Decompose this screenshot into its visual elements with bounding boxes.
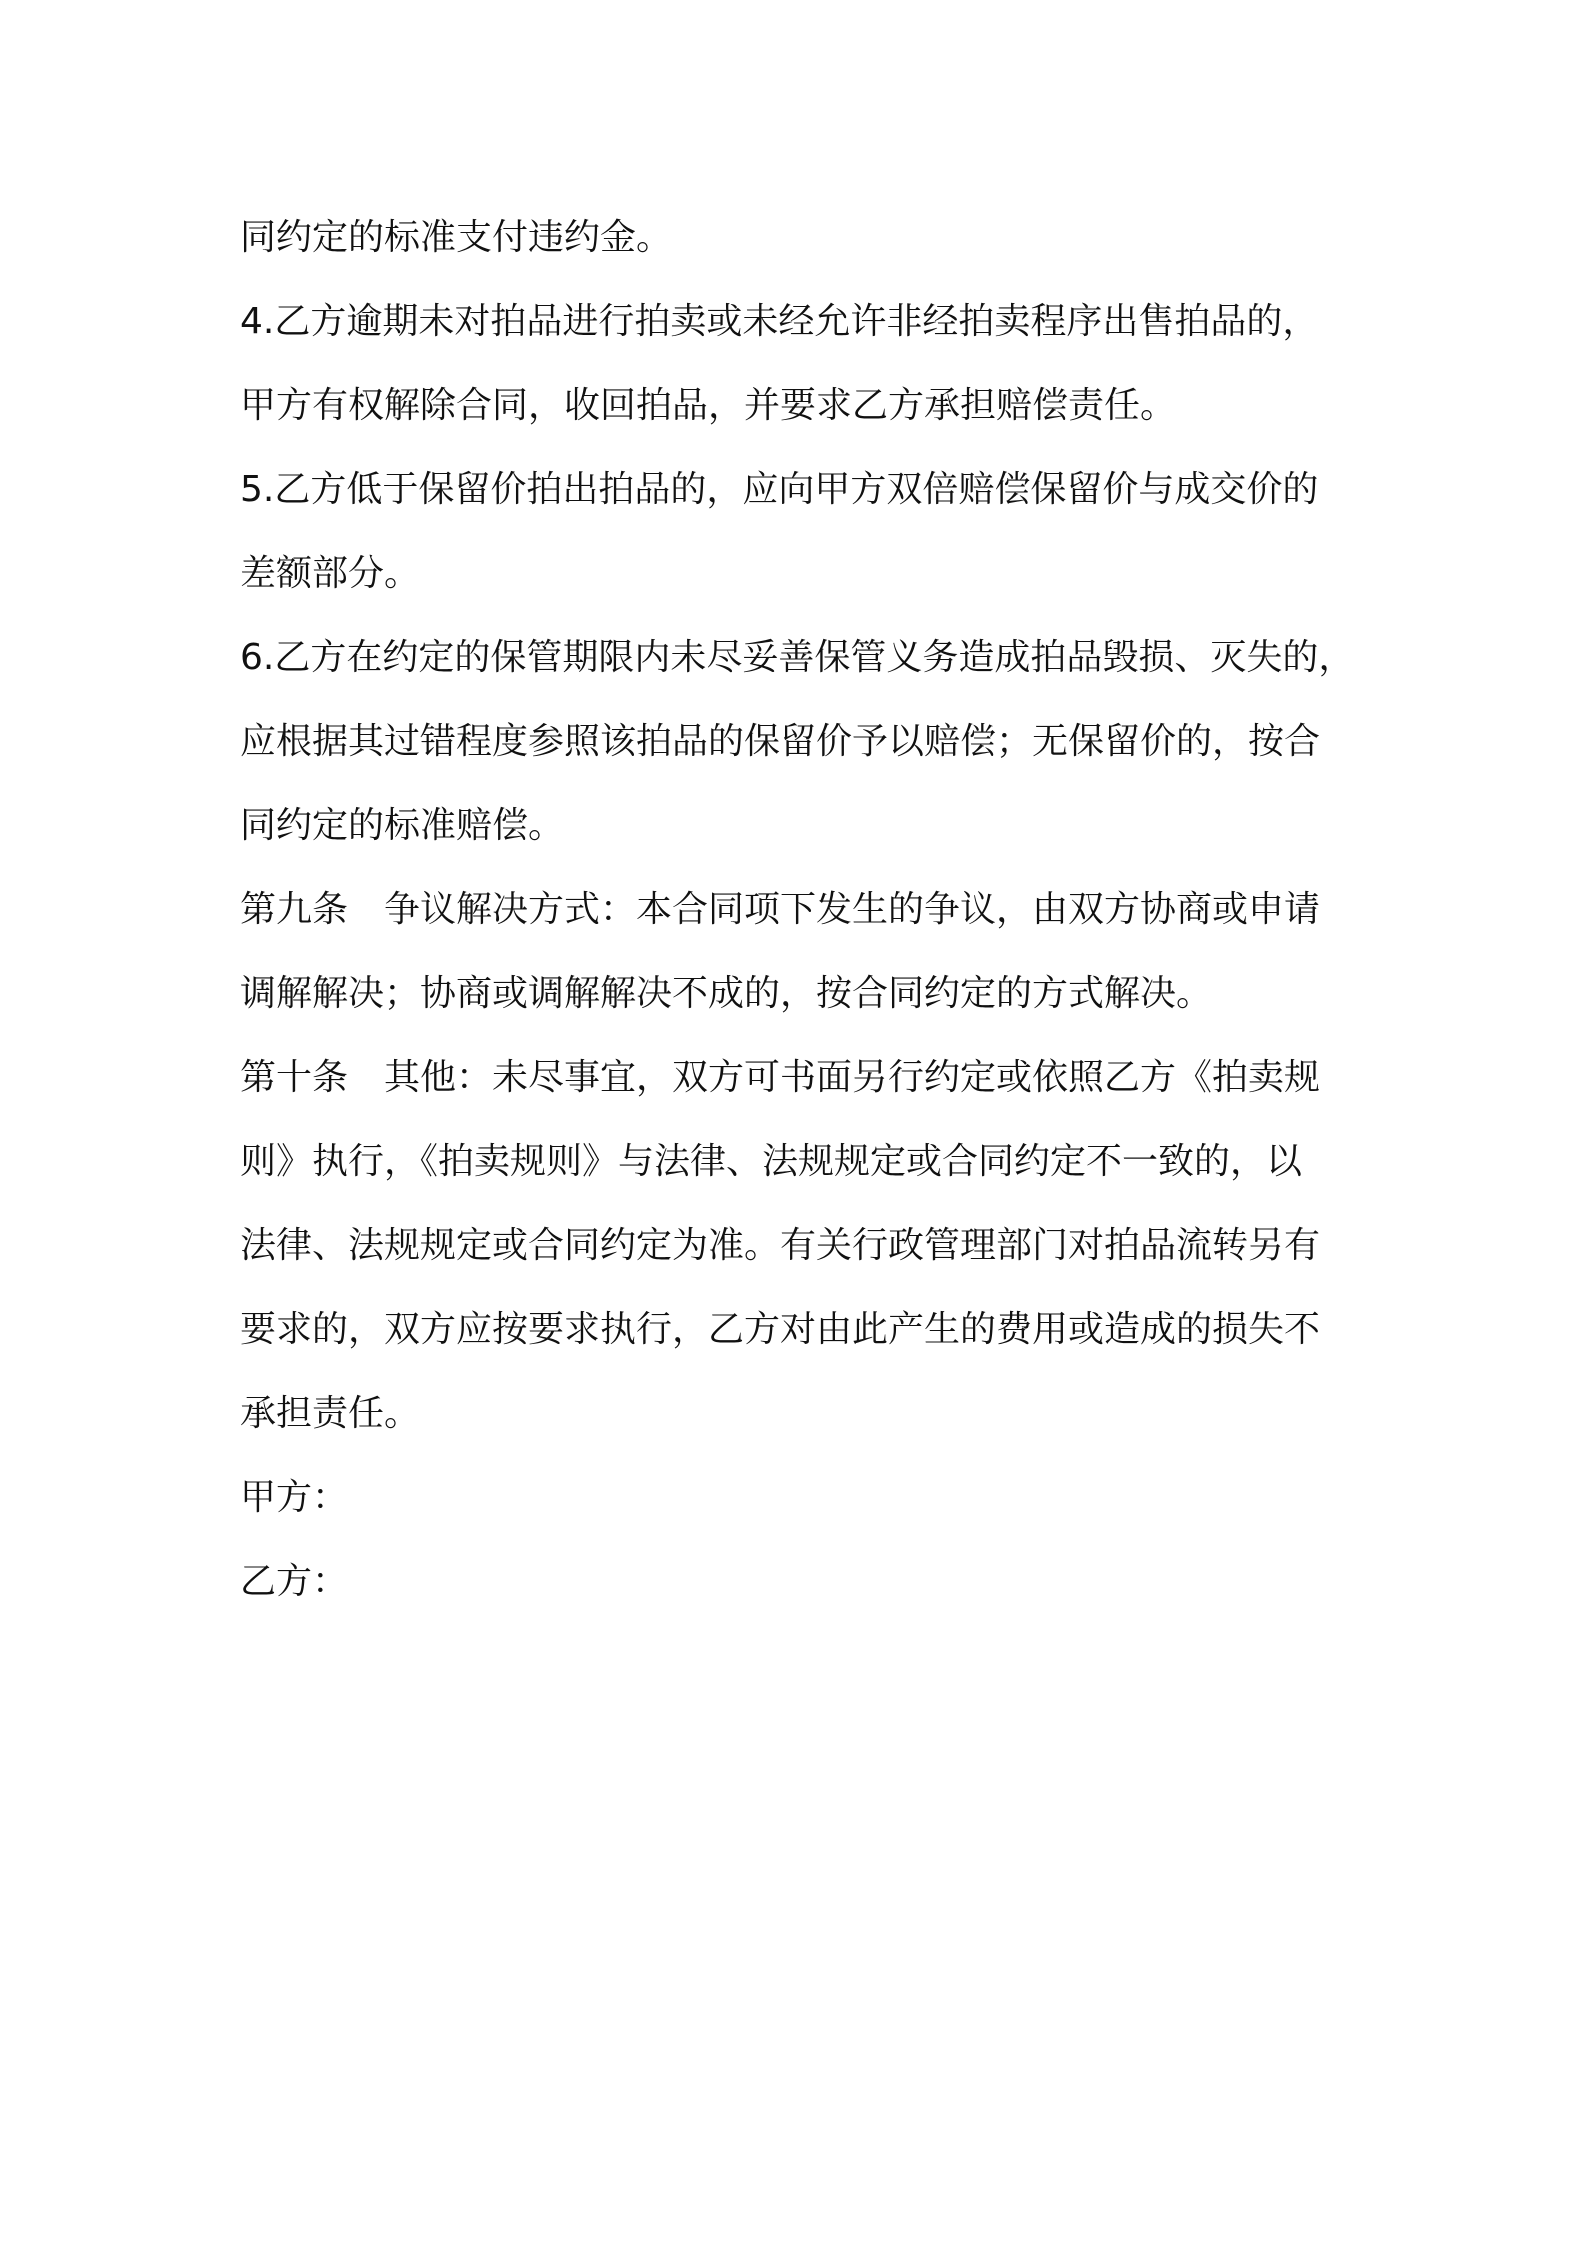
text-line: 甲方有权解除合同，收回拍品，并要求乙方承担赔偿责任。: [240, 385, 1177, 426]
text-line: 要求的，双方应按要求执行，乙方对由此产生的费用或造成的损失不: [240, 1309, 1321, 1350]
document-body: [240, 196, 1360, 1624]
text-line: 同约定的标准支付违约金。: [240, 217, 673, 258]
text-line: 调解解决；协商或调解解决不成的，按合同约定的方式解决。: [240, 973, 1213, 1014]
text-line: 同约定的标准赔偿。: [240, 805, 565, 846]
text-line: 第九条 争议解决方式：本合同项下发生的争议，由双方协商或申请: [240, 889, 1321, 930]
text-line: 法律、法规规定或合同约定为准。有关行政管理部门对拍品流转另有: [240, 1225, 1321, 1266]
text-line: 则》执行，《拍卖规则》与法律、法规规定或合同约定不一致的，以: [240, 1141, 1303, 1182]
party-a-signature-label: 甲方：: [240, 1477, 349, 1518]
text-line: 第十条 其他：未尽事宜，双方可书面另行约定或依照乙方《拍卖规: [240, 1057, 1321, 1098]
text-line: 差额部分。: [240, 553, 421, 594]
text-line: 5.乙方低于保留价拍出拍品的，应向甲方双倍赔偿保留价与成交价的: [240, 469, 1319, 510]
party-b-signature-label: 乙方：: [240, 1561, 349, 1602]
text-line: 承担责任。: [240, 1393, 421, 1434]
text-line: 应根据其过错程度参照该拍品的保留价予以赔偿；无保留价的，按合: [240, 721, 1321, 762]
text-line: 4.乙方逾期未对拍品进行拍卖或未经允许非经拍卖程序出售拍品的，: [240, 301, 1319, 342]
text-line: 6.乙方在约定的保管期限内未尽妥善保管义务造成拍品毁损、灭失的，: [240, 637, 1355, 678]
